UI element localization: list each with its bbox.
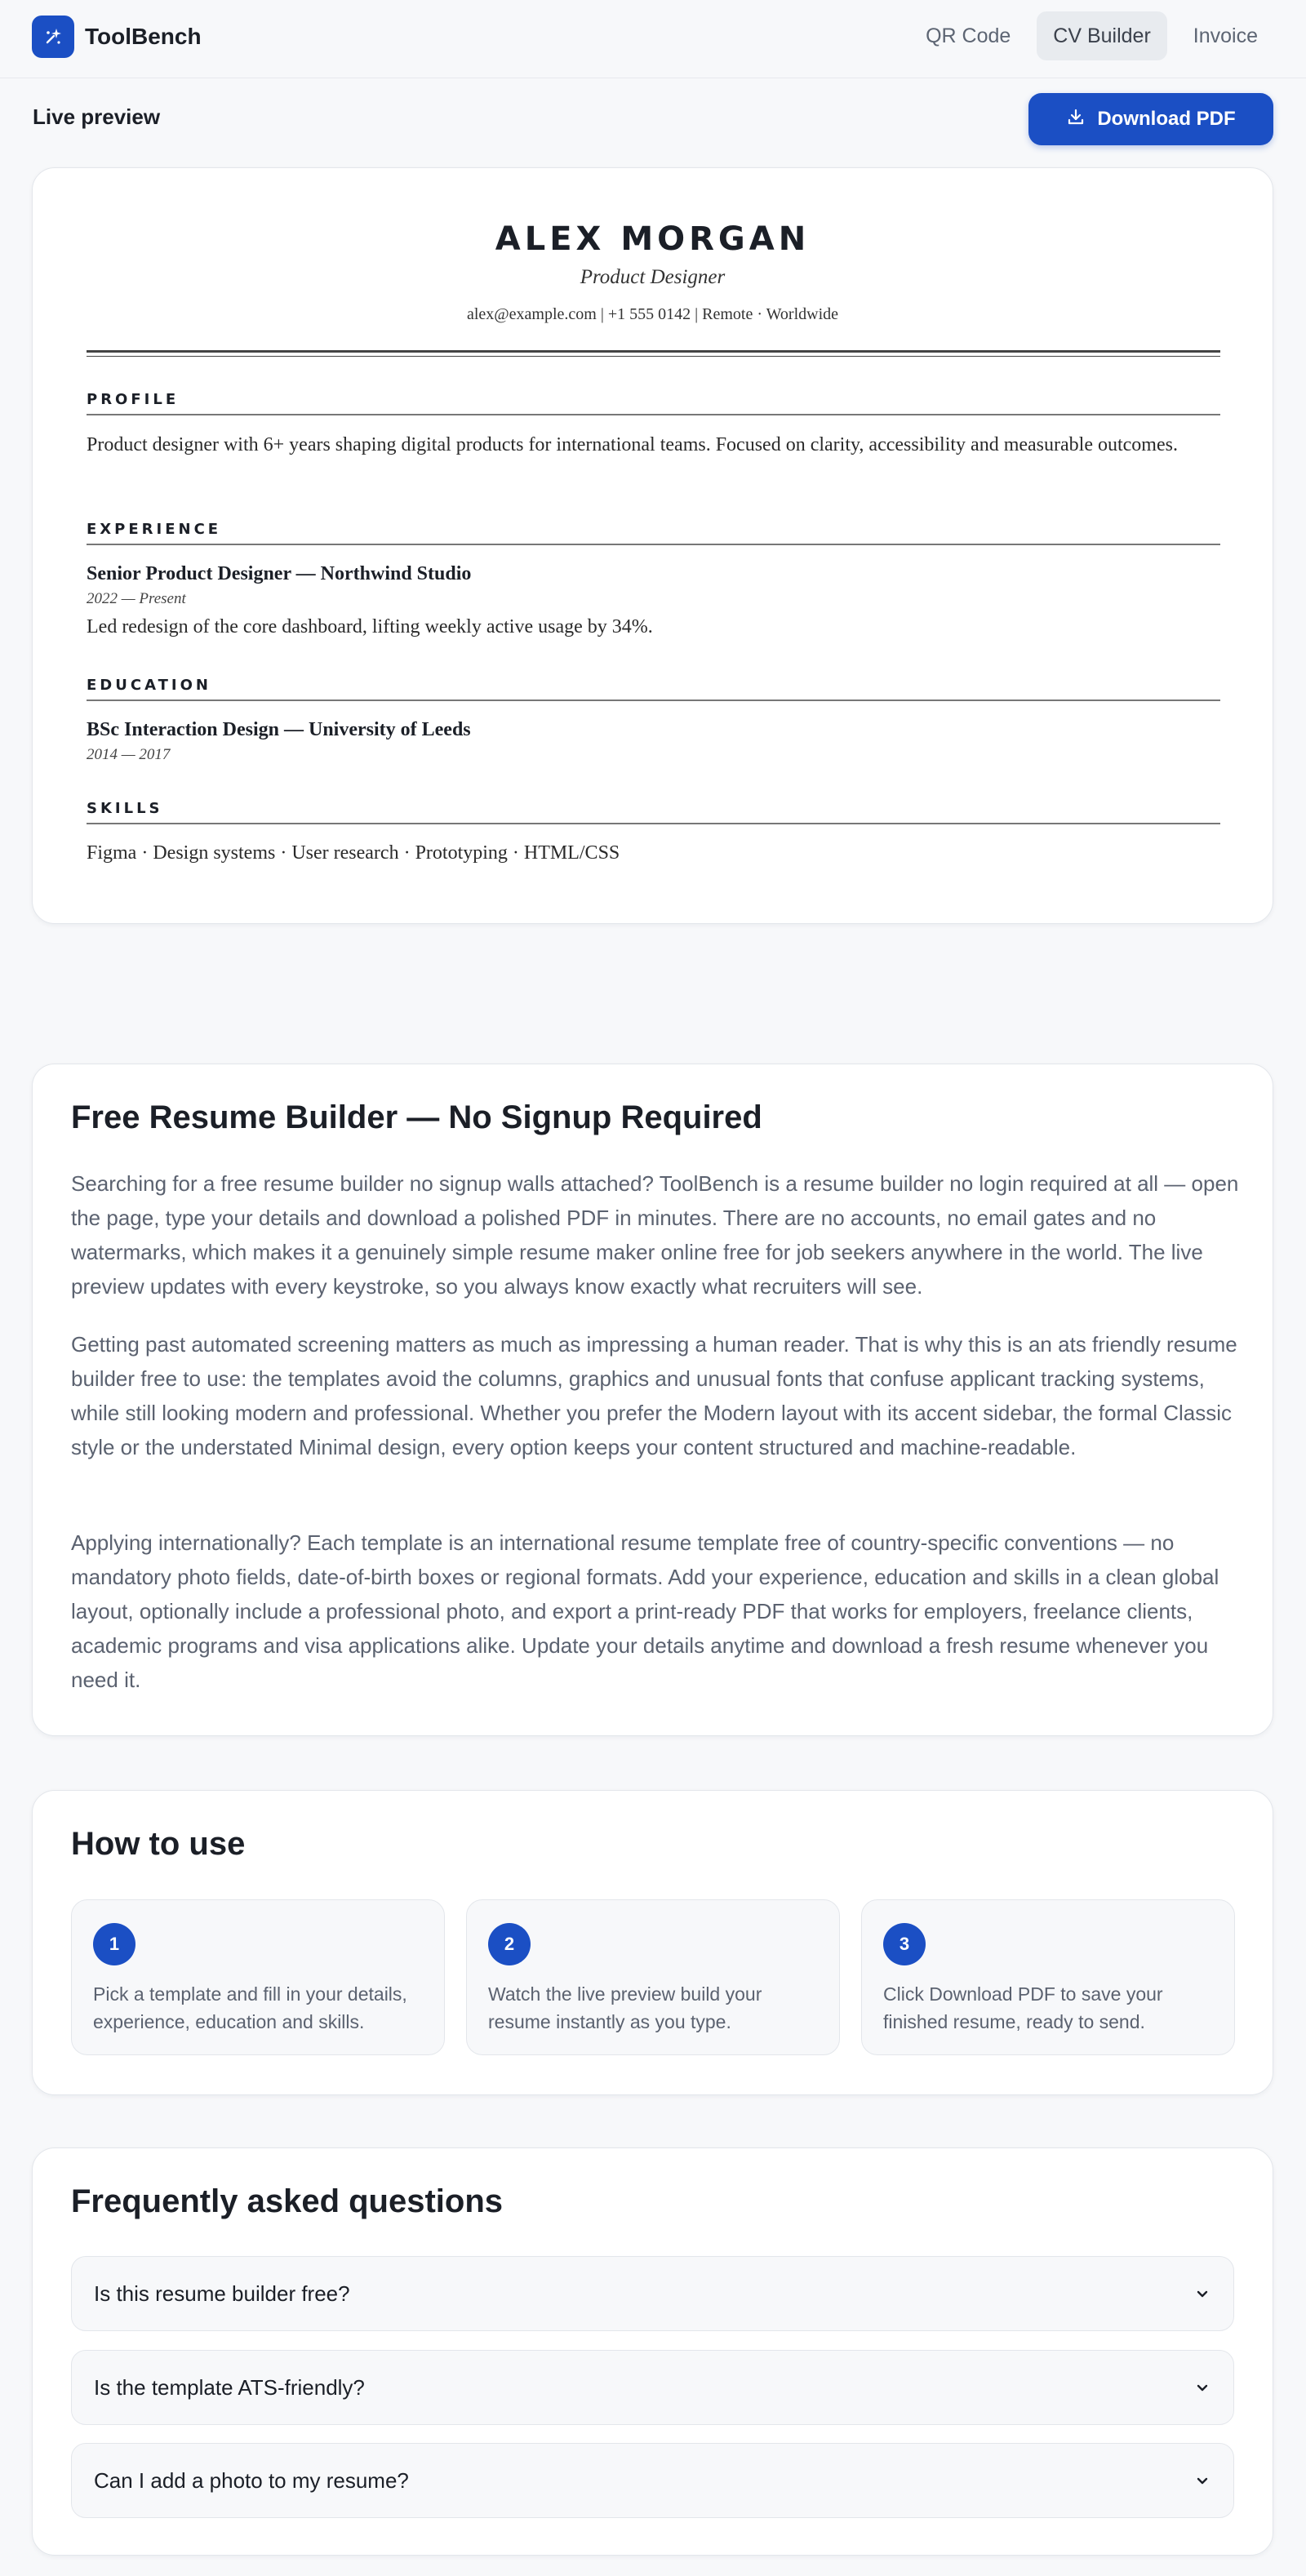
job-title: Senior Product Designer — Northwind Studio xyxy=(87,563,472,584)
seo-article xyxy=(32,1064,1273,1736)
seo-title: Free Resume Builder — No Signup Required xyxy=(71,1099,762,1135)
degree-dates: 2014 — 2017 xyxy=(87,746,171,763)
faq-title: Frequently asked questions xyxy=(71,2183,504,2219)
step-text: Click Download PDF to save your finished resume, ready to send. xyxy=(883,1983,1163,2032)
faq-question: Can I add a photo to my resume? xyxy=(94,2468,409,2493)
top-bar xyxy=(0,0,1306,78)
header-divider-thin xyxy=(87,356,1220,357)
faq-question: Is this resume builder free? xyxy=(94,2281,350,2306)
experience-heading: EXPERIENCE xyxy=(87,521,1220,545)
faq-item-free[interactable] xyxy=(71,2256,1234,2331)
job-description: Led redesign of the core dashboard, lifting weekly active usage by 34%. xyxy=(87,616,653,637)
how-to-use-title: How to use xyxy=(71,1826,246,1862)
step-card xyxy=(861,1899,1235,2055)
step-text: Pick a template and fill in your details, experience, education and skills. xyxy=(93,1983,407,2032)
faq-question: Is the template ATS-friendly? xyxy=(94,2375,365,2400)
seo-paragraph-2: Getting past automated screening matters as much as impressing a human reader. That is why this is an ats friendly resume builder free to use: the templates avoid the columns, graphics and unusual fonts that confuse applicant tracking systems, while still looking modern and professional. Whether you prefer the Modern layout with its accent sidebar, the formal Classic style or the understated Minimal design, every option keeps your content structured and machine-readable. xyxy=(71,1332,1237,1459)
header-divider xyxy=(87,350,1220,353)
step-number: 2 xyxy=(488,1923,531,1965)
job-dates: 2022 — Present xyxy=(87,590,186,607)
chevron-down-icon xyxy=(1193,2284,1212,2303)
step-card xyxy=(466,1899,840,2055)
faq-section xyxy=(32,2147,1273,2556)
how-to-use-section xyxy=(32,1790,1273,2095)
nav-qr-code[interactable]: QR Code xyxy=(926,24,1011,47)
resume-role: Product Designer xyxy=(580,266,726,288)
step-number: 3 xyxy=(883,1923,926,1965)
main-nav xyxy=(909,11,1274,60)
chevron-down-icon xyxy=(1193,2378,1212,2397)
resume-contact: alex@example.com | +1 555 0142 | Remote · Worldwide xyxy=(466,305,839,323)
nav-invoice[interactable]: Invoice xyxy=(1193,24,1258,47)
download-pdf-button[interactable] xyxy=(1028,93,1273,145)
skills-text: Figma · Design systems · User research · Prototyping · HTML/CSS xyxy=(87,842,620,864)
brand-name: ToolBench xyxy=(85,24,202,49)
degree-title: BSc Interaction Design — University of Leeds xyxy=(87,719,471,740)
download-pdf-label: Download PDF xyxy=(1097,108,1236,130)
education-heading: EDUCATION xyxy=(87,677,1220,701)
faq-item-photo[interactable] xyxy=(71,2443,1234,2518)
sparkle-logo-icon xyxy=(32,16,74,58)
nav-cv-builder[interactable]: CV Builder xyxy=(1037,11,1167,60)
live-preview-title: Live preview xyxy=(33,104,161,129)
seo-paragraph-3: Applying internationally? Each template is an international resume template free of country-specific conventions — no mandatory photo fields, date-of-birth boxes or regional formats. Add your experience, education and skills in a clean global layout, optionally include a professional photo, and export a print-ready PDF that works for employers, freelance clients, academic programs and visa applications alike. Update your details anytime and download a fresh resume whenever you need it. xyxy=(71,1530,1219,1692)
profile-text: Product designer with 6+ years shaping digital products for international teams. Focused on clarity, accessibility and measurable outcomes. xyxy=(87,434,1178,455)
brand[interactable] xyxy=(32,16,202,58)
step-text: Watch the live preview build your resume instantly as you type. xyxy=(488,1983,762,2032)
chevron-down-icon xyxy=(1193,2471,1212,2490)
profile-heading: PROFILE xyxy=(87,391,1220,415)
download-icon xyxy=(1066,107,1086,132)
seo-paragraph-1: Searching for a free resume builder no signup walls attached? ToolBench is a resume builder no login required at all — open the page, type your details and download a polished PDF in minutes. There are no accounts, no email gates and no watermarks, which makes it a genuinely simple resume maker online free for job seekers anywhere in the world. The live preview updates with every keystroke, so you always know exactly what recruiters will see. xyxy=(71,1171,1239,1299)
step-card xyxy=(71,1899,445,2055)
skills-heading: SKILLS xyxy=(87,800,1220,824)
faq-item-ats[interactable] xyxy=(71,2350,1234,2425)
step-number: 1 xyxy=(93,1923,135,1965)
resume-preview xyxy=(32,167,1273,924)
resume-name: ALEX MORGAN xyxy=(495,220,811,258)
